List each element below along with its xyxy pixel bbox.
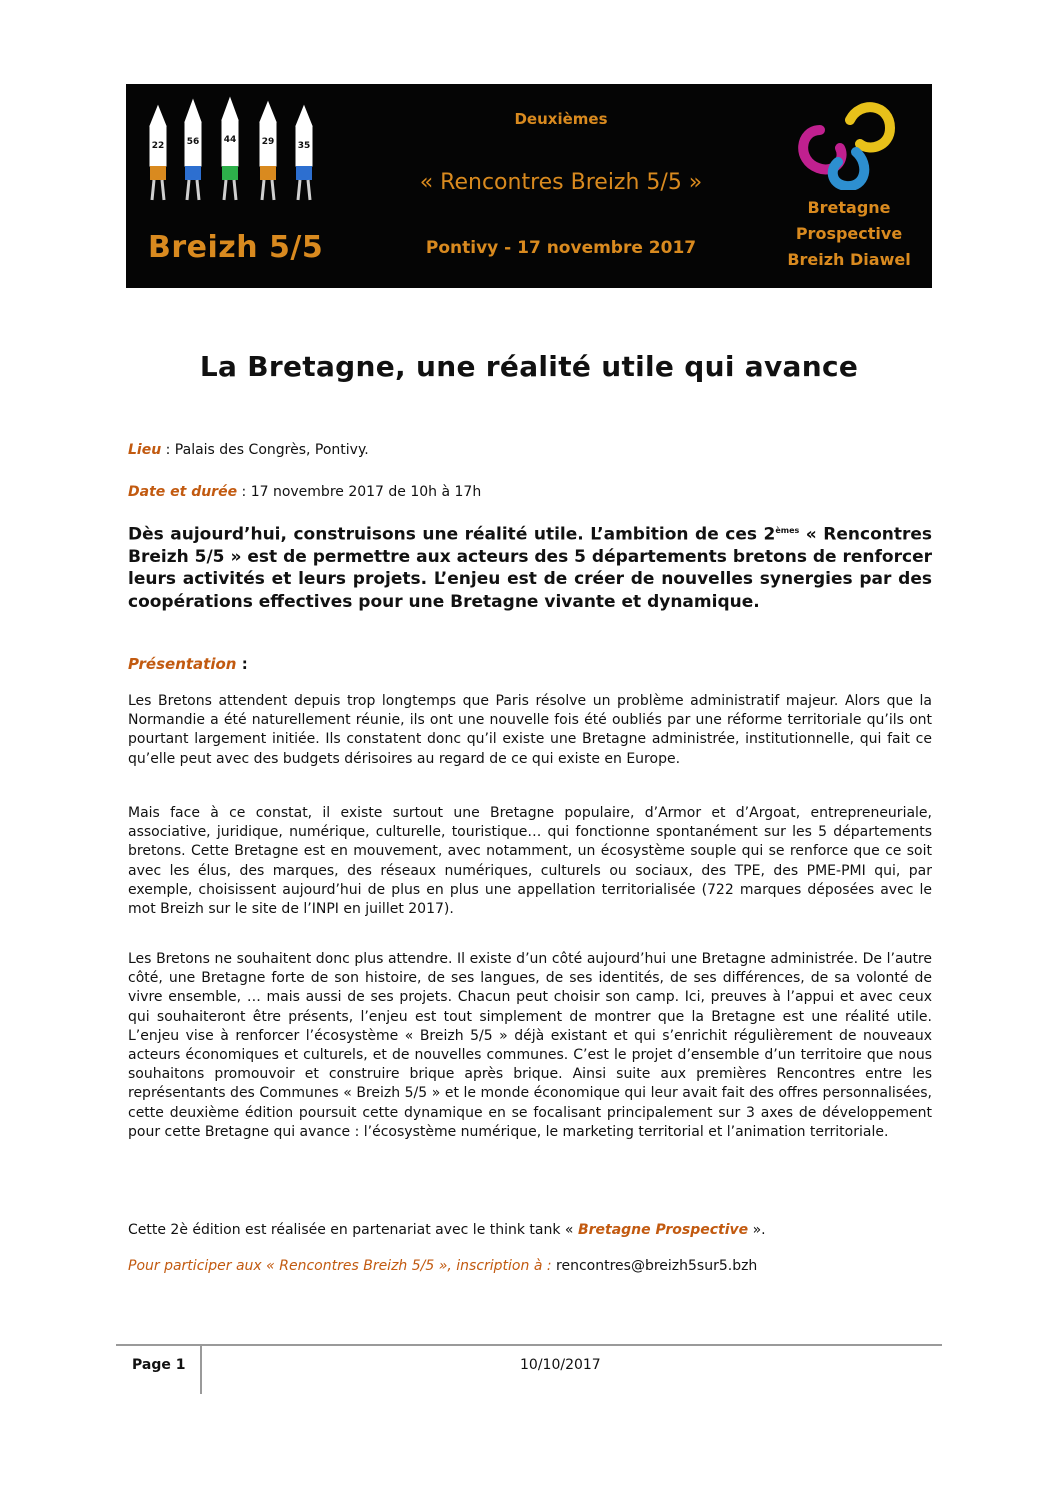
document-title: La Bretagne, une réalité utile qui avance (199, 350, 859, 383)
event-name: « Rencontres Breizh 5/5 » (419, 170, 703, 195)
signup-prefix: Pour participer aux « Rencontres Breizh 5/5 », inscription à : (128, 1258, 552, 1274)
event-subtitle: Deuxièmes (514, 110, 608, 128)
signup-email[interactable]: rencontres@breizh5sur5.bzh (551, 1258, 758, 1274)
figure-number: 29 (261, 137, 275, 147)
lieu-label: Lieu (128, 442, 162, 458)
org-line-1: Bretagne (807, 198, 891, 217)
lead-paragraph (128, 520, 932, 613)
lead-text-1: Dès aujourd’hui, construisons une réalité utile. L’ambition de ces 2 (128, 524, 776, 545)
lead-sup: èmes (775, 526, 800, 535)
presentation-suffix: : (236, 655, 248, 673)
org-line-2: Prospective (795, 224, 903, 243)
partner-prefix: Cette 2è édition est réalisée en partenariat avec le think tank « (128, 1222, 578, 1238)
date-line (128, 484, 481, 500)
paragraph-2: Mais face à ce constat, il existe surtout une Bretagne populaire, d’Armor et d’Argoat, entrepreneuriale, associative, juridique, numérique, culturelle, touristique… qui fonctionne spontanément sur les 5 départements bretons. Cette Bretagne est en mouvement, avec notamment, un écosystème souple qui se renforce que ce soit avec les élus, des marques, des réseaux numériques, culturels ou sociaux, des TPE, des PME-PMI qui, par exemple, choisissent aujourd’hui de plus en plus une appellation territorialisée (722 marques déposées avec le mot Breizh sur le site de l’INPI en juillet 2017). (128, 805, 932, 918)
partner-line (128, 1222, 766, 1238)
lead-text-2: « Rencontres Breizh 5/5 » est de permettre aux acteurs des 5 départements bretons de renforcer leurs activités et leurs projets. L’enjeu est de créer de nouvelles synergies par des coopérations effectives pour une Bretagne vivante et dynamique. (128, 524, 933, 612)
presentation-label: Présentation (128, 655, 237, 673)
partner-suffix: ». (748, 1222, 766, 1238)
date-value: : 17 novembre 2017 de 10h à 17h (237, 484, 482, 500)
date-label: Date et durée (128, 484, 238, 500)
triskel-icon (790, 90, 910, 190)
header-banner (126, 84, 932, 288)
figure-number: 44 (223, 135, 237, 145)
event-info (366, 84, 756, 288)
page-number: Page 1 (132, 1357, 186, 1373)
org-line-3: Breizh Diawel (787, 250, 911, 269)
paragraph-1: Les Bretons attendent depuis trop longtemps que Paris résolve un problème administratif majeur. Alors que la Normandie a été naturellement réunie, ils ont une nouvelle fois été oubliés par une réforme territoriale qu’ils ont pourtant largement initiée. Ils constatent donc qu’il existe une Bretagne administrée, institutionnelle, qui fait ce qu’elle peut avec des budgets dérisoires au regard de ce qui existe en Europe. (128, 693, 932, 767)
figure-number: 22 (151, 141, 165, 151)
partner-name: Bretagne Prospective (577, 1222, 749, 1238)
figure-number: 56 (186, 137, 200, 147)
brand-label: Breizh 5/5 (148, 230, 324, 265)
footer-separator (200, 1346, 202, 1394)
lieu-value: : Palais des Congrès, Pontivy. (161, 442, 369, 458)
presentation-heading (128, 655, 248, 673)
footer-date: 10/10/2017 (520, 1357, 601, 1373)
lieu-line (128, 442, 369, 458)
bretagne-prospective-logo (766, 84, 932, 288)
signup-line (128, 1258, 757, 1274)
paragraph-3: Les Bretons ne souhaitent donc plus attendre. Il existe d’un côté aujourd’hui une Bretagne administrée. De l’autre côté, une Bretagne forte de son histoire, de ses langues, de ses identités, de ses différences, de sa volonté de vivre ensemble, … mais aussi de ses projets. Chacun peut choisir son camp. Ici, preuves à l’appui et avec ceux qui souhaiteront être présents, l’enjeu est tout simplement de montrer que la Bretagne est une réalité utile. L’enjeu vise à renforcer l’écosystème « Breizh 5/5 » déjà existant et qui s’enrichit régulièrement de nouveaux acteurs économiques et culturels, et de nouvelles communes. C’est le projet d’ensemble d’un territoire que nous souhaitons promouvoir et construire brique après brique. Ainsi suite aux premières Rencontres entre les représentants des Communes « Breizh 5/5 » et le monde économique qui leur avait fait des offres personnalisées, cette deuxième édition poursuit cette dynamique en se focalisant principalement sur 3 axes de développement pour cette Bretagne qui avance : l’écosystème numérique, le marketing territorial et l’animation territoriale. (128, 951, 932, 1140)
footer-divider (116, 1344, 942, 1346)
figures-illustration (138, 96, 328, 214)
event-place-date: Pontivy - 17 novembre 2017 (425, 238, 697, 258)
breizh-logo (126, 84, 336, 288)
figure-number: 35 (297, 141, 311, 151)
